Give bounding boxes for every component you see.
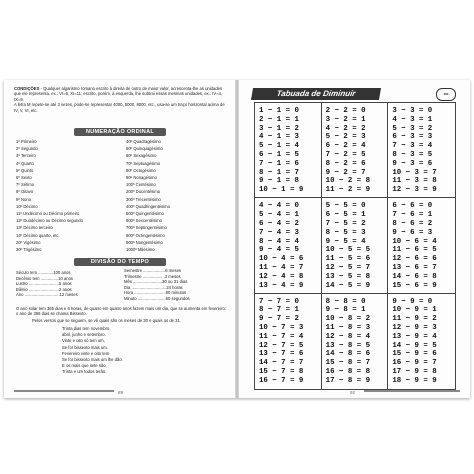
subtraction-equation: 6 − 1 = 5 xyxy=(259,151,299,159)
ordinal-item: 9º Nono xyxy=(16,196,32,202)
subtraction-equation: 11 − 6 = 5 xyxy=(392,246,437,255)
time-heading: DIVISÃO DO TEMPO xyxy=(74,258,166,266)
subtraction-equation: 12 − 4 = 8 xyxy=(259,272,304,281)
ordinal-item: 14º Décimo quarto, etc. xyxy=(16,232,60,238)
subtraction-equation: 5 − 4 = 1 xyxy=(259,211,299,220)
ordinal-item: 500º Quingentésimo xyxy=(126,211,164,217)
subtraction-equation: 15 − 9 = 6 xyxy=(392,350,437,359)
subtraction-equation: 14 − 6 = 8 xyxy=(392,272,437,281)
time-unit-item: Biênio ..........................2 anos xyxy=(16,286,72,292)
verse-line: Trinta e um todos terão. xyxy=(62,369,107,375)
subtraction-equation: 13 − 8 = 5 xyxy=(325,341,371,350)
subtraction-equation: 16 − 8 = 8 xyxy=(325,368,371,377)
ordinal-item: 800º Octingentésimo xyxy=(126,232,165,238)
time-unit-item: Semestre ...................6 meses xyxy=(124,268,182,273)
subtraction-equation: 8 − 3 = 5 xyxy=(392,151,433,159)
ordinal-item: 900º Nongentésimo xyxy=(126,239,163,245)
subtraction-table-4 xyxy=(255,198,322,293)
subtraction-equation: 17 − 9 = 8 xyxy=(392,368,437,377)
subtraction-equation: 7 − 4 = 3 xyxy=(259,228,299,237)
subtraction-equation: 7 − 1 = 6 xyxy=(259,159,299,168)
minus-badge: − xyxy=(436,88,456,101)
ordinal-item: 7º Sétimo xyxy=(16,182,35,188)
subtraction-equation: 6 − 5 = 1 xyxy=(325,211,366,220)
page-number-left: 89 xyxy=(118,390,124,395)
subtraction-equation: 12 − 9 = 3 xyxy=(392,324,437,333)
ordinals-left-column xyxy=(16,138,83,253)
verse-block xyxy=(62,326,123,376)
subtraction-equation: 5 − 1 = 4 xyxy=(259,142,299,151)
subtraction-equation: 8 − 8 = 0 xyxy=(325,297,366,306)
subtraction-equation: 13 − 7 = 6 xyxy=(259,350,304,359)
time-unit-item: Trimestre ...................3 meses xyxy=(124,273,181,279)
subtraction-equation: 10 − 5 = 5 xyxy=(325,246,371,255)
ordinal-item: 200º Ducentésimo xyxy=(126,189,161,195)
subtraction-equation: 9 − 9 = 0 xyxy=(392,297,433,306)
subtraction-equation: 13 − 5 = 8 xyxy=(325,272,371,281)
subtraction-equation: 13 − 9 = 4 xyxy=(392,332,437,341)
time-unit-item: Mês .........................30 ou 31 dias xyxy=(124,279,188,285)
subtraction-equation: 11 − 5 = 6 xyxy=(325,255,371,264)
subtraction-equation: 9 − 3 = 6 xyxy=(392,159,433,168)
subtraction-equation: 8 − 7 = 1 xyxy=(259,306,299,315)
time-unit-item: Decênio tem ...............10 anos xyxy=(16,275,74,281)
ordinal-item: 400º Quadringentésimo xyxy=(126,203,170,209)
time-unit-item: Minuto ........................60 segundos xyxy=(124,295,190,301)
subtraction-grid xyxy=(254,102,456,390)
subtraction-equation: 14 − 8 = 6 xyxy=(325,350,371,359)
subtraction-equation: 12 − 7 = 5 xyxy=(259,341,304,350)
intro-label: CONDIÇÕES xyxy=(14,86,40,91)
subtraction-equation: 7 − 6 = 1 xyxy=(392,211,433,220)
year-paragraph: O ano solar tem 365 dias e 6 horas, de quatro em quatro anos fazem mais um dia, que se aumenta em fevereiro: o ano de 366 dias se chama Bissexto. xyxy=(16,306,226,317)
verse-intro: Pelos versos que se seguem, se vê quais são os meses de 30 e quais os de 31. xyxy=(32,318,181,323)
intro-text-2: A letra M repete-se até 3 vezes, pode-se representar 4000, 5000, 8000, etc., usa-se um traço horizontal acima de IV, V, VI, etc. xyxy=(14,102,225,113)
subtraction-equation: 4 − 3 = 1 xyxy=(392,115,433,124)
subtraction-table-3 xyxy=(388,103,455,198)
subtraction-equation: 11 − 8 = 3 xyxy=(325,324,371,333)
verse-line: Se for bissexto mais um. xyxy=(62,344,108,350)
subtraction-equation: 8 − 5 = 3 xyxy=(325,228,366,237)
verse-line: Fevereiro vinte e oito tem xyxy=(62,350,110,356)
subtraction-equation: 10 − 2 = 8 xyxy=(325,177,371,186)
subtraction-equation: 15 − 8 = 7 xyxy=(325,359,371,368)
ordinal-heading: NUMERAÇÃO ORDINAL xyxy=(74,128,166,136)
subtraction-equation: 9 − 5 = 4 xyxy=(325,237,366,246)
book-spread xyxy=(4,80,470,398)
ordinal-item: 70º Septuagésimo xyxy=(126,160,161,166)
subtraction-equation: 10 − 6 = 4 xyxy=(392,237,437,246)
subtraction-equation: 11 − 7 = 4 xyxy=(259,332,304,341)
subtraction-table-5 xyxy=(322,198,389,293)
subtraction-equation: 14 − 9 = 5 xyxy=(392,341,437,350)
subtraction-equation: 11 − 2 = 9 xyxy=(325,186,371,195)
subtraction-equation: 4 − 2 = 2 xyxy=(325,124,366,133)
footer-bar-right xyxy=(364,390,460,392)
subtraction-equation: 2 − 1 = 1 xyxy=(259,115,299,124)
verse-line: E os mais que sete são, xyxy=(62,363,107,369)
subtraction-equation: 10 − 3 = 7 xyxy=(392,168,437,177)
subtraction-equation: 9 − 4 = 5 xyxy=(259,246,299,255)
time-unit-item: Hora ...........................60 minutos xyxy=(124,290,187,296)
subtraction-equation: 8 − 2 = 6 xyxy=(325,159,366,168)
subtraction-table-6 xyxy=(388,198,455,293)
ordinal-item: 10º Décimo xyxy=(16,203,38,209)
ordinal-item: 50º Quinquagésimo xyxy=(126,146,163,152)
subtraction-equation: 2 − 2 = 0 xyxy=(325,107,366,115)
ordinal-item: 20º Vigésimo xyxy=(16,239,41,245)
ordinal-item: 1000º Milésimo xyxy=(126,247,155,253)
ordinal-item: 30º Trigésimo xyxy=(16,247,42,253)
ordinal-item: 5º Quinto xyxy=(16,167,34,173)
subtraction-equation: 11 − 3 = 8 xyxy=(392,177,437,186)
subtraction-equation: 10 − 9 = 1 xyxy=(392,306,437,315)
page-number-right: 92 xyxy=(350,390,356,395)
subtraction-equation: 15 − 7 = 8 xyxy=(259,368,304,377)
subtraction-equation: 9 − 2 = 7 xyxy=(325,168,366,177)
ordinal-item: 600º Sexcentésimo xyxy=(126,218,162,224)
ordinals-right-column xyxy=(126,138,170,253)
subtraction-equation: 9 − 1 = 8 xyxy=(259,177,299,186)
subtraction-table-7 xyxy=(255,294,322,389)
subtraction-equation: 17 − 8 = 9 xyxy=(325,376,371,385)
right-page xyxy=(238,80,470,398)
time-unit-item: Século tem .............100 anos xyxy=(16,270,71,275)
subtraction-equation: 9 − 8 = 1 xyxy=(325,306,366,315)
subtraction-equation: 12 − 6 = 6 xyxy=(392,255,437,264)
subtraction-equation: 4 − 1 = 3 xyxy=(259,133,299,142)
subtraction-equation: 9 − 7 = 2 xyxy=(259,315,299,324)
subtraction-equation: 10 − 1 = 9 xyxy=(259,186,304,195)
subtraction-equation: 7 − 3 = 4 xyxy=(392,142,433,151)
ordinal-item: 11º Undécimo ou Décimo primeiro xyxy=(16,211,80,217)
subtraction-equation: 1 − 1 = 0 xyxy=(259,107,299,115)
intro-paragraph xyxy=(14,86,226,113)
subtraction-equation: 8 − 4 = 4 xyxy=(259,237,299,246)
subtraction-equation: 15 − 6 = 9 xyxy=(392,281,437,290)
subtraction-equation: 3 − 2 = 1 xyxy=(325,115,366,124)
subtraction-equation: 18 − 9 = 9 xyxy=(392,376,437,385)
ordinal-item: 700º Septingentésimo xyxy=(126,225,167,231)
subtraction-equation: 5 − 3 = 2 xyxy=(392,124,433,133)
subtraction-equation: 5 − 5 = 0 xyxy=(325,202,366,211)
subtraction-equation: 11 − 9 = 2 xyxy=(392,315,437,324)
subtraction-equation: 7 − 5 = 2 xyxy=(325,219,366,228)
ordinal-item: 6º Sexto xyxy=(16,175,32,181)
ordinal-item: 300º Trecentésimo xyxy=(126,196,161,202)
subtraction-equation: 10 − 4 = 6 xyxy=(259,255,304,264)
subtraction-equation: 7 − 7 = 0 xyxy=(259,297,299,306)
subtraction-equation: 6 − 2 = 4 xyxy=(325,142,366,151)
subtraction-equation: 6 − 6 = 0 xyxy=(392,202,433,211)
subtraction-table-9 xyxy=(388,294,455,389)
left-page xyxy=(4,80,236,398)
time-unit-item: Lustro ..........................5 anos xyxy=(16,281,72,287)
subtraction-equation: 4 − 4 = 0 xyxy=(259,202,299,211)
time-left-column xyxy=(16,270,78,298)
subtraction-table-8 xyxy=(322,294,389,389)
footer-bar-left xyxy=(14,390,114,392)
verse-line: Trinta dias tem novembro, xyxy=(62,326,111,331)
verse-line: abril, junho e setembro. xyxy=(62,332,106,338)
subtraction-equation: 14 − 5 = 9 xyxy=(325,281,371,290)
subtraction-equation: 16 − 9 = 7 xyxy=(392,359,437,368)
intro-text: - Qualquer algarismo romano escrito à direita de outro de maior valor, acrescenta-lhe as unidades que ele representa, ex.: VI=6, XI=11; escrito, porém, à esquerda, lhe subtrai essas mesmas unidades, ex.: IV=4, IX=9. xyxy=(14,86,223,102)
subtraction-equation: 12 − 3 = 9 xyxy=(392,186,437,195)
ordinal-item: 3º Terceiro xyxy=(16,153,36,159)
tabuada-title: Tabuada de Diminuir xyxy=(251,88,381,100)
subtraction-equation: 13 − 6 = 7 xyxy=(392,263,437,272)
subtraction-equation: 5 − 2 = 3 xyxy=(325,133,366,142)
subtraction-equation: 6 − 3 = 3 xyxy=(392,133,433,142)
subtraction-equation: 14 − 7 = 7 xyxy=(259,359,304,368)
ordinal-item: 12º Duodécimo ou Décimo segundo xyxy=(16,218,83,224)
subtraction-equation: 7 − 2 = 5 xyxy=(325,151,366,159)
ordinal-item: 13º Décimo terceiro xyxy=(16,225,53,231)
verse-line: Vinte e oito só tem um, xyxy=(62,338,105,344)
time-unit-item: Dia ..............................24 horas xyxy=(124,284,183,290)
ordinal-item: 1º Primeiro xyxy=(16,139,37,144)
subtraction-table-1 xyxy=(255,103,322,198)
subtraction-equation: 16 − 7 = 9 xyxy=(259,376,304,385)
subtraction-equation: 8 − 6 = 2 xyxy=(392,219,433,228)
time-right-column xyxy=(124,268,190,302)
ordinal-item: 40º Quadragésimo xyxy=(126,139,161,144)
subtraction-equation: 12 − 8 = 4 xyxy=(325,332,371,341)
subtraction-equation: 3 − 3 = 0 xyxy=(392,107,433,115)
subtraction-equation: 12 − 5 = 7 xyxy=(325,263,371,272)
subtraction-equation: 9 − 6 = 3 xyxy=(392,228,433,237)
ordinal-item: 2º Segundo xyxy=(16,146,38,152)
subtraction-equation: 3 − 1 = 2 xyxy=(259,124,299,133)
subtraction-equation: 10 − 8 = 2 xyxy=(325,315,371,324)
ordinal-item: 4º Quarto xyxy=(16,160,34,166)
ordinal-item: 60º Sexagésimo xyxy=(126,153,157,159)
subtraction-equation: 10 − 7 = 3 xyxy=(259,324,304,333)
subtraction-table-2 xyxy=(322,103,389,198)
subtraction-equation: 11 − 4 = 7 xyxy=(259,263,304,272)
ordinal-item: 90º Nonagésimo xyxy=(126,175,157,181)
time-unit-item: Ano ..............................12 meses xyxy=(16,292,78,298)
subtraction-equation: 13 − 4 = 9 xyxy=(259,281,304,290)
ordinal-item: 100º Centésimo xyxy=(126,182,156,188)
subtraction-equation: 8 − 1 = 7 xyxy=(259,168,299,177)
ordinal-item: 80º Octogésimo xyxy=(126,167,156,173)
subtraction-equation: 6 − 4 = 2 xyxy=(259,219,299,228)
verse-line: Se for bissexto mais um lhe dão. xyxy=(62,357,123,363)
ordinal-item: 8º Oitavo xyxy=(16,189,34,195)
